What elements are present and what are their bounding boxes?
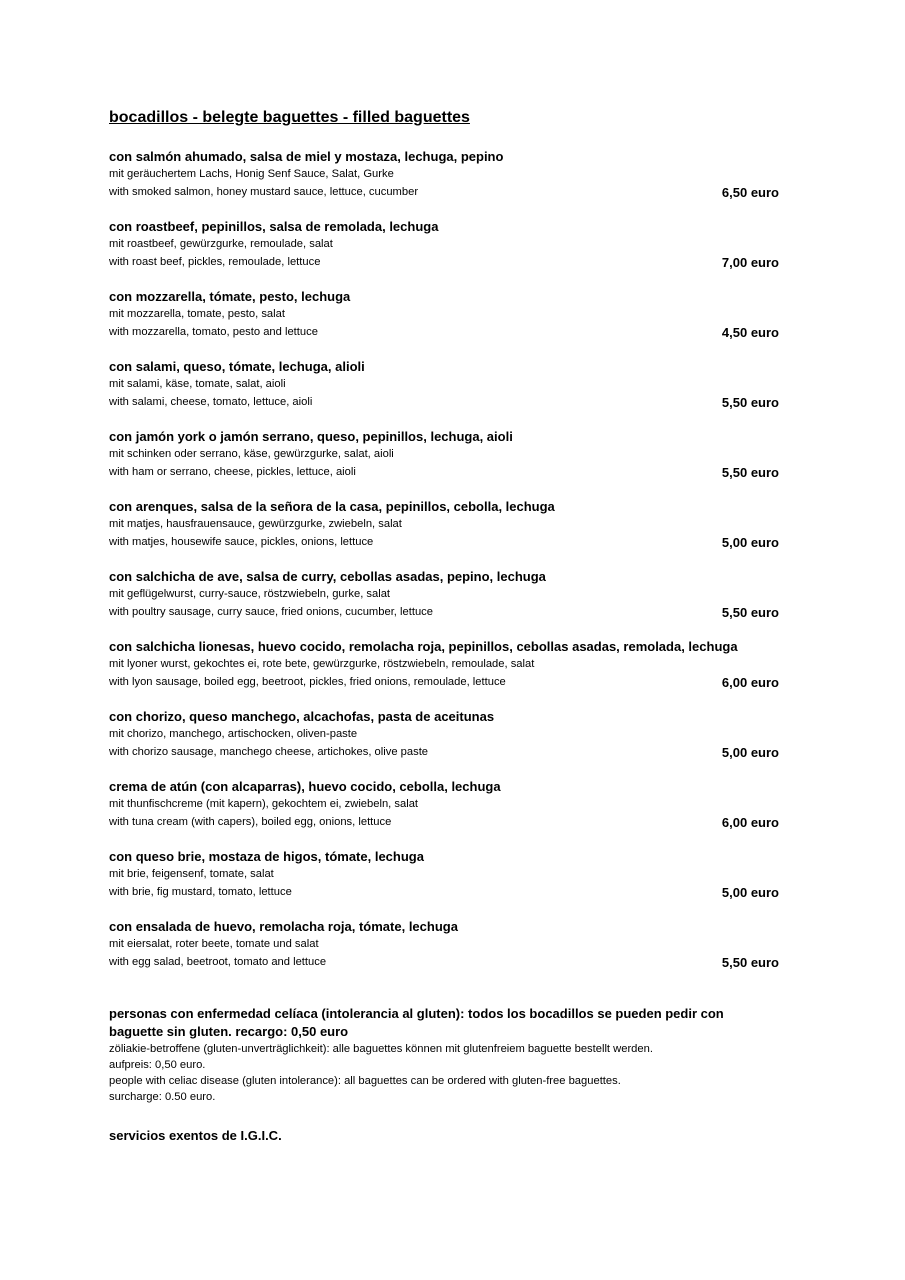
item-description-german: mit geflügelwurst, curry-sauce, röstzwiebeln, gurke, salat	[109, 588, 391, 600]
gluten-note-spanish: personas con enfermedad celíaca (intolerancia al gluten): todos los bocadillos se pueden pedir con baguette sin gluten. recargo: 0,50 euro	[109, 1006, 724, 1039]
item-name-spanish: con chorizo, queso manchego, alcachofas, pasta de aceitunas	[109, 709, 495, 724]
gluten-surcharge-english: surcharge: 0.50 euro.	[109, 1091, 216, 1103]
item-name-spanish: con salami, queso, tómate, lechuga, alioli	[109, 359, 365, 374]
item-price: 5,00 euro	[721, 744, 779, 760]
item-name-spanish: con salchicha lionesas, huevo cocido, remolacha roja, pepinillos, cebollas asadas, remolada, lechuga	[109, 639, 738, 654]
menu-item	[109, 708, 779, 761]
item-price: 6,50 euro	[721, 184, 779, 200]
item-name-spanish: crema de atún (con alcaparras), huevo cocido, cebolla, lechuga	[109, 779, 501, 794]
item-description-english: with salami, cheese, tomato, lettuce, aioli	[109, 395, 313, 408]
item-description-german: mit salami, käse, tomate, salat, aioli	[109, 378, 286, 390]
item-description-german: mit matjes, hausfrauensauce, gewürzgurke, zwiebeln, salat	[109, 518, 402, 530]
menu-items-list	[109, 148, 779, 971]
item-name-spanish: con jamón york o jamón serrano, queso, pepinillos, lechuga, aioli	[109, 429, 513, 444]
item-price: 5,50 euro	[721, 954, 779, 970]
item-description-german: mit mozzarella, tomate, pesto, salat	[109, 308, 285, 320]
item-price: 5,50 euro	[721, 394, 779, 410]
item-description-english: with poultry sausage, curry sauce, fried onions, cucumber, lettuce	[109, 605, 433, 618]
item-name-spanish: con salmón ahumado, salsa de miel y mostaza, lechuga, pepino	[109, 149, 504, 164]
menu-item	[109, 358, 779, 411]
item-description-english: with roast beef, pickles, remoulade, lettuce	[109, 255, 321, 268]
item-price: 6,00 euro	[721, 674, 779, 690]
item-description-german: mit brie, feigensenf, tomate, salat	[109, 868, 274, 880]
item-description-english: with brie, fig mustard, tomato, lettuce	[109, 885, 292, 898]
menu-item	[109, 778, 779, 831]
menu-item	[109, 568, 779, 621]
menu-item	[109, 918, 779, 971]
gluten-surcharge-german: aufpreis: 0,50 euro.	[109, 1059, 206, 1071]
item-description-german: mit lyoner wurst, gekochtes ei, rote bete, gewürzgurke, röstzwiebeln, remoulade, salat	[109, 658, 535, 670]
item-name-spanish: con ensalada de huevo, remolacha roja, tómate, lechuga	[109, 919, 458, 934]
gluten-note	[109, 1005, 779, 1105]
item-name-spanish: con salchicha de ave, salsa de curry, cebollas asadas, pepino, lechuga	[109, 569, 546, 584]
menu-item	[109, 498, 779, 551]
item-name-spanish: con arenques, salsa de la señora de la casa, pepinillos, cebolla, lechuga	[109, 499, 555, 514]
menu-item	[109, 428, 779, 481]
item-price: 5,00 euro	[721, 884, 779, 900]
item-price: 5,00 euro	[721, 534, 779, 550]
item-description-german: mit eiersalat, roter beete, tomate und salat	[109, 938, 319, 950]
menu-title: bocadillos - belegte baguettes - filled baguettes	[109, 109, 470, 126]
tax-note: servicios exentos de I.G.I.C.	[109, 1128, 282, 1143]
item-description-german: mit schinken oder serrano, käse, gewürzgurke, salat, aioli	[109, 448, 394, 460]
menu-page	[109, 108, 779, 1145]
item-description-english: with chorizo sausage, manchego cheese, artichokes, olive paste	[109, 745, 429, 758]
item-description-english: with matjes, housewife sauce, pickles, onions, lettuce	[109, 535, 374, 548]
item-description-english: with ham or serrano, cheese, pickles, lettuce, aioli	[109, 465, 356, 478]
gluten-note-english: people with celiac disease (gluten intolerance): all baguettes can be ordered with gluten-free baguettes.	[109, 1075, 621, 1087]
item-price: 7,00 euro	[721, 254, 779, 270]
item-price: 4,50 euro	[721, 324, 779, 340]
item-price: 5,50 euro	[721, 604, 779, 620]
item-description-english: with lyon sausage, boiled egg, beetroot, pickles, fried onions, remoulade, lettuce	[109, 675, 506, 688]
menu-item	[109, 148, 779, 201]
item-description-english: with smoked salmon, honey mustard sauce, lettuce, cucumber	[109, 185, 419, 198]
item-description-german: mit roastbeef, gewürzgurke, remoulade, salat	[109, 238, 333, 250]
menu-item	[109, 848, 779, 901]
item-description-english: with egg salad, beetroot, tomato and lettuce	[109, 955, 327, 968]
gluten-note-german: zöliakie-betroffene (gluten-unverträglichkeit): alle baguettes können mit glutenfreiem baguette bestellt werden.	[109, 1043, 653, 1055]
item-description-german: mit thunfischcreme (mit kapern), gekochtem ei, zwiebeln, salat	[109, 798, 419, 810]
item-description-english: with tuna cream (with capers), boiled egg, onions, lettuce	[109, 815, 392, 828]
item-description-english: with mozzarella, tomato, pesto and lettuce	[109, 325, 318, 338]
item-price: 5,50 euro	[721, 464, 779, 480]
menu-item	[109, 218, 779, 271]
item-name-spanish: con roastbeef, pepinillos, salsa de remolada, lechuga	[109, 219, 439, 234]
menu-item	[109, 288, 779, 341]
menu-item	[109, 638, 779, 691]
item-name-spanish: con mozzarella, tómate, pesto, lechuga	[109, 289, 351, 304]
item-price: 6,00 euro	[721, 814, 779, 830]
item-description-german: mit chorizo, manchego, artischocken, oliven-paste	[109, 728, 358, 740]
item-name-spanish: con queso brie, mostaza de higos, tómate, lechuga	[109, 849, 424, 864]
item-description-german: mit geräuchertem Lachs, Honig Senf Sauce, Salat, Gurke	[109, 168, 394, 180]
